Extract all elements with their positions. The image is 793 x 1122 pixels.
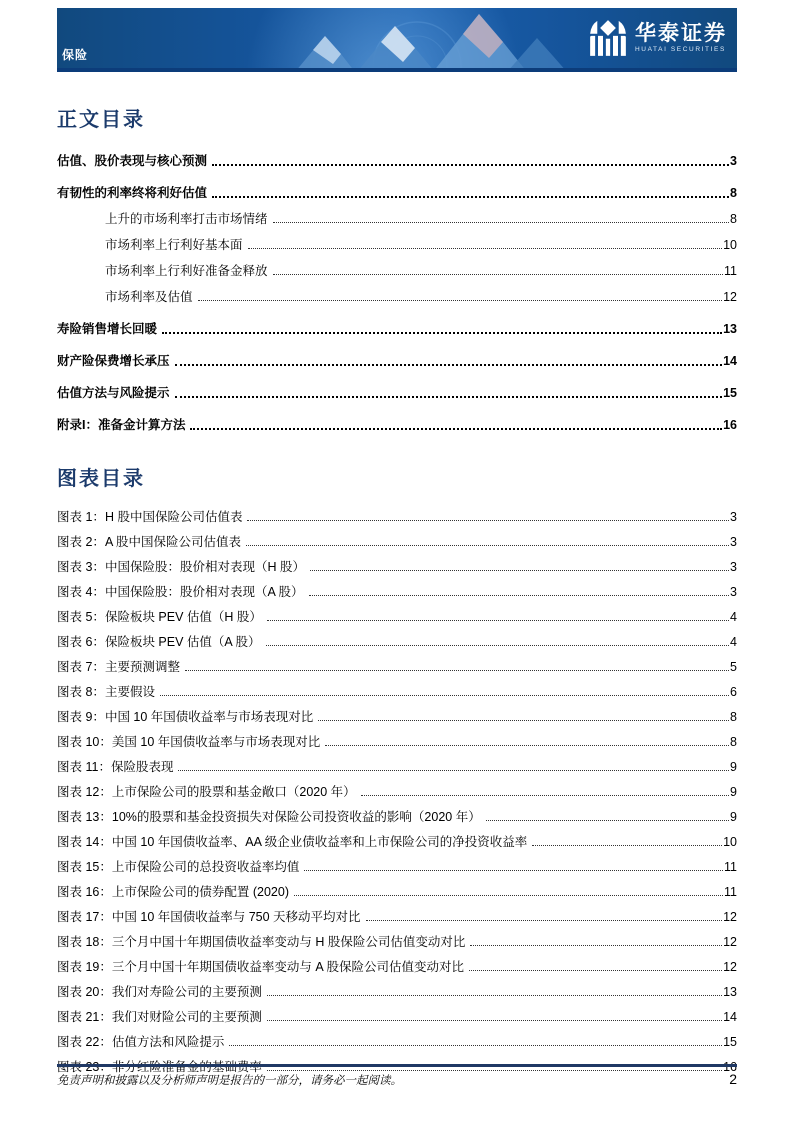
dot-leader <box>190 428 722 430</box>
dot-leader <box>267 620 729 621</box>
huatai-logo-icon <box>588 18 628 58</box>
toc-entry-page: 3 <box>730 154 737 168</box>
dot-leader <box>267 1020 722 1021</box>
figure-entry-number: 图表 18： <box>57 935 112 949</box>
figure-entry-page: 12 <box>723 935 737 949</box>
figure-entry-number: 图表 4： <box>57 585 105 599</box>
toc-entry-page: 16 <box>723 418 737 432</box>
dot-leader <box>185 670 729 671</box>
figure-entry-page: 13 <box>723 985 737 999</box>
figure-entry-label: 保险板块 PEV 估值（A 股） <box>104 635 261 649</box>
dot-leader <box>294 895 723 896</box>
figure-entry[interactable] <box>57 1009 737 1025</box>
figure-entry-number: 图表 23： <box>57 1060 112 1074</box>
figure-entry-label: 保险板块 PEV 估值（H 股） <box>104 610 262 624</box>
figure-entry[interactable] <box>57 634 737 650</box>
toc-entry[interactable] <box>57 211 737 227</box>
toc-entry[interactable] <box>57 263 737 279</box>
figure-entry-page: 9 <box>730 810 737 824</box>
toc-entry-page: 10 <box>723 238 737 252</box>
toc-entry[interactable] <box>57 417 737 433</box>
figure-entry-page: 3 <box>730 560 737 574</box>
figure-entry-number: 图表 13： <box>57 810 112 824</box>
figure-entry[interactable] <box>57 584 737 600</box>
dot-leader <box>532 845 722 846</box>
figure-entry[interactable] <box>57 609 737 625</box>
brand-name-cn: 华泰证券 <box>635 20 727 45</box>
figure-entry[interactable] <box>57 934 737 950</box>
dot-leader <box>162 332 722 334</box>
figure-list <box>57 509 737 1075</box>
figure-entry[interactable] <box>57 509 737 525</box>
figure-entry[interactable] <box>57 984 737 1000</box>
toc-entry-label: 估值、股价表现与核心预测 <box>57 154 208 168</box>
dot-leader <box>318 720 729 721</box>
dot-leader <box>361 795 729 796</box>
dot-leader <box>267 995 722 996</box>
toc-entry[interactable] <box>57 385 737 401</box>
dot-leader <box>212 196 729 198</box>
toc-entry-label: 市场利率上行利好准备金释放 <box>105 264 268 278</box>
figure-entry-number: 图表 11： <box>57 760 111 774</box>
dot-leader <box>266 645 730 646</box>
dot-leader <box>304 870 723 871</box>
figure-entry[interactable] <box>57 734 737 750</box>
figure-entry-page: 3 <box>730 510 737 524</box>
figure-entry-number: 图表 19： <box>57 960 112 974</box>
dot-leader <box>175 396 723 398</box>
figure-entry-number: 图表 17： <box>57 910 112 924</box>
figure-entry[interactable] <box>57 659 737 675</box>
toc-entry-label: 财产险保费增长承压 <box>57 354 170 368</box>
toc-entry-page: 11 <box>724 264 737 278</box>
figure-entry-label: 中国 10 年国债收益率与 750 天移动平均对比 <box>111 910 361 924</box>
dot-leader <box>212 164 729 166</box>
report-category-label: 保险 <box>62 48 89 62</box>
toc-entry-label: 上升的市场利率打击市场情绪 <box>105 212 268 226</box>
toc-list <box>57 153 737 433</box>
toc-entry-label: 市场利率及估值 <box>105 290 193 304</box>
figure-entry-number: 图表 5： <box>57 610 105 624</box>
figure-entry[interactable] <box>57 859 737 875</box>
page-number: 2 <box>729 1071 737 1087</box>
figure-entry-number: 图表 22： <box>57 1035 112 1049</box>
figure-entry-page: 5 <box>730 660 737 674</box>
dot-leader <box>198 300 723 301</box>
figure-entry-label: 主要预测调整 <box>104 660 180 674</box>
figure-entry-number: 图表 6： <box>57 635 105 649</box>
dot-leader <box>470 945 722 946</box>
dot-leader <box>366 920 723 921</box>
figure-entry-number: 图表 15： <box>57 860 112 874</box>
figure-entry-label: 上市保险公司的股票和基金敞口（2020 年） <box>111 785 356 799</box>
toc-entry-label: 寿险销售增长回暖 <box>57 322 158 336</box>
dot-leader <box>486 820 729 821</box>
dot-leader <box>309 595 729 596</box>
figure-entry[interactable] <box>57 709 737 725</box>
figure-entry-label: 美国 10 年国债收益率与市场表现对比 <box>111 735 321 749</box>
figure-entry-number: 图表 14： <box>57 835 112 849</box>
figure-entry-number: 图表 12： <box>57 785 112 799</box>
toc-entry[interactable] <box>57 237 737 253</box>
figure-entry-number: 图表 3： <box>57 560 105 574</box>
dot-leader <box>469 970 722 971</box>
toc-entry-label: 估值方法与风险提示 <box>57 386 170 400</box>
figure-entry-page: 12 <box>723 910 737 924</box>
figure-entry-page: 4 <box>730 610 737 624</box>
figure-entry-label: 三个月中国十年期国债收益率变动与 A 股保险公司估值变动对比 <box>111 960 464 974</box>
figure-entry-label: 10%的股票和基金投资损失对保险公司投资收益的影响（2020 年） <box>111 810 481 824</box>
dot-leader <box>325 745 729 746</box>
toc-entry-page: 13 <box>723 322 737 336</box>
toc-entry-page: 12 <box>723 290 737 304</box>
toc-section-title: 正文目录 <box>57 109 145 131</box>
page-content <box>57 95 737 1075</box>
figure-entry-label: 估值方法和风险提示 <box>111 1035 225 1049</box>
toc-entry-page: 8 <box>730 212 737 226</box>
figure-entry-number: 图表 20： <box>57 985 112 999</box>
figure-entry-number: 图表 1： <box>57 510 105 524</box>
dot-leader <box>247 520 729 521</box>
toc-entry-page: 14 <box>723 354 737 368</box>
figure-entry-page: 14 <box>723 1010 737 1024</box>
figure-entry-label: 中国保险股：股价相对表现（H 股） <box>104 560 305 574</box>
figure-entry-label: A 股中国保险公司估值表 <box>104 535 242 549</box>
figure-entry-label: 中国 10 年国债收益率、AA 级企业债收益率和上市保险公司的净投资收益率 <box>111 835 528 849</box>
figure-entry-number: 图表 10： <box>57 735 112 749</box>
figure-entry[interactable] <box>57 684 737 700</box>
figure-entry-number: 图表 16： <box>57 885 112 899</box>
figure-section-title: 图表目录 <box>57 468 145 490</box>
figure-entry-label: 三个月中国十年期国债收益率变动与 H 股保险公司估值变动对比 <box>111 935 466 949</box>
page-footer <box>57 1064 737 1088</box>
figure-entry-label: 保险股表现 <box>110 760 174 774</box>
dot-leader <box>273 222 730 223</box>
figure-entry-number: 图表 21： <box>57 1010 112 1024</box>
figure-entry-number: 图表 7： <box>57 660 105 674</box>
figure-entry-page: 4 <box>730 635 737 649</box>
figure-entry-page: 9 <box>730 785 737 799</box>
figure-entry-page: 15 <box>723 1035 737 1049</box>
dot-leader <box>175 364 723 366</box>
dot-leader <box>248 248 723 249</box>
figure-entry[interactable] <box>57 1034 737 1050</box>
figure-entry-label: 中国保险股：股价相对表现（A 股） <box>104 585 304 599</box>
toc-entry-label: 有韧性的利率终将利好估值 <box>57 186 208 200</box>
figure-entry-label: H 股中国保险公司估值表 <box>104 510 243 524</box>
dot-leader <box>310 570 729 571</box>
figure-entry-label: 我们对财险公司的主要预测 <box>111 1010 262 1024</box>
dot-leader <box>178 770 729 771</box>
dot-leader <box>160 695 729 696</box>
figure-entry[interactable] <box>57 559 737 575</box>
figure-entry[interactable] <box>57 834 737 850</box>
figure-entry-page: 10 <box>723 835 737 849</box>
banner-mountain-graphic <box>237 8 597 72</box>
figure-entry[interactable] <box>57 959 737 975</box>
figure-entry-page: 6 <box>730 685 737 699</box>
figure-entry[interactable] <box>57 809 737 825</box>
figure-entry-page: 8 <box>730 735 737 749</box>
figure-entry-page: 8 <box>730 710 737 724</box>
figure-entry[interactable] <box>57 784 737 800</box>
figure-entry-label: 中国 10 年国债收益率与市场表现对比 <box>104 710 314 724</box>
figure-entry-page: 11 <box>724 860 737 874</box>
figure-entry-label: 主要假设 <box>104 685 155 699</box>
figure-entry-page: 9 <box>730 760 737 774</box>
toc-entry-page: 8 <box>730 186 737 200</box>
disclaimer-text: 免责声明和披露以及分析师声明是报告的一部分，请务必一起阅读。 <box>57 1075 402 1087</box>
toc-entry-label: 附录I：准备金计算方法 <box>57 418 186 432</box>
toc-entry[interactable] <box>57 153 737 169</box>
figure-entry[interactable] <box>57 534 737 550</box>
figure-entry-number: 图表 2： <box>57 535 105 549</box>
figure-entry[interactable] <box>57 759 737 775</box>
toc-entry[interactable] <box>57 185 737 201</box>
dot-leader <box>273 274 724 275</box>
toc-entry[interactable] <box>57 321 737 337</box>
figure-entry-label: 上市保险公司的总投资收益率均值 <box>111 860 300 874</box>
toc-entry[interactable] <box>57 353 737 369</box>
brand-block <box>588 18 727 58</box>
figure-entry-number: 图表 9： <box>57 710 105 724</box>
figure-entry-page: 3 <box>730 535 737 549</box>
figure-entry-label: 上市保险公司的债券配置 (2020) <box>111 885 289 899</box>
figure-entry-label: 我们对寿险公司的主要预测 <box>111 985 262 999</box>
figure-entry[interactable] <box>57 884 737 900</box>
dot-leader <box>229 1045 722 1046</box>
figure-entry[interactable] <box>57 909 737 925</box>
brand-name-en: HUATAI SECURITIES <box>635 45 726 53</box>
figure-entry-page: 11 <box>724 885 737 899</box>
figure-entry-label: 非分红险准备金的基础费率 <box>111 1060 262 1074</box>
figure-entry-page: 12 <box>723 960 737 974</box>
dot-leader <box>246 545 729 546</box>
figure-entry-page: 16 <box>723 1060 737 1074</box>
toc-entry-page: 15 <box>723 386 737 400</box>
toc-entry-label: 市场利率上行利好基本面 <box>105 238 243 252</box>
figure-entry-page: 3 <box>730 585 737 599</box>
figure-entry-number: 图表 8： <box>57 685 105 699</box>
header-banner <box>57 8 737 72</box>
toc-entry[interactable] <box>57 289 737 305</box>
